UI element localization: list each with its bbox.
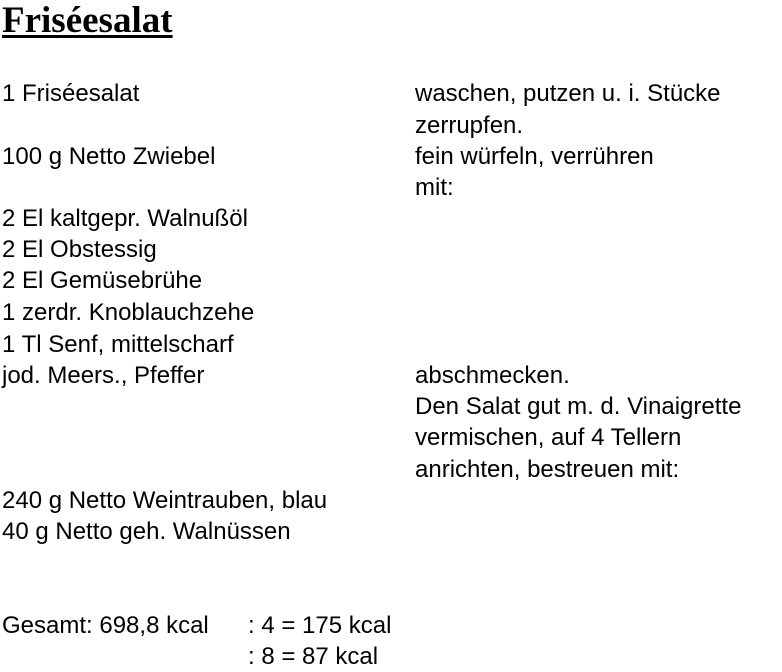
instruction-line: Den Salat gut m. d. Vinaigrette xyxy=(415,393,742,420)
ingredient-line: 2 El Obstessig xyxy=(2,236,157,263)
calories-per-4: : 4 = 175 kcal xyxy=(248,612,392,639)
ingredient-line: 240 g Netto Weintrauben, blau xyxy=(2,487,328,514)
instruction-line: fein würfeln, verrühren xyxy=(415,143,654,170)
instruction-line: zerrupfen. xyxy=(415,112,524,139)
instruction-line: anrichten, bestreuen mit: xyxy=(415,456,680,483)
ingredient-line: 1 Tl Senf, mittelscharf xyxy=(2,331,234,358)
instruction-line: waschen, putzen u. i. Stücke xyxy=(415,80,721,107)
instruction-line: abschmecken. xyxy=(415,362,570,389)
ingredient-line: 40 g Netto geh. Walnüssen xyxy=(2,518,291,545)
recipe-title: Friséesalat xyxy=(2,0,173,41)
instruction-line: vermischen, auf 4 Tellern xyxy=(415,424,682,451)
ingredient-line: 1 Friséesalat xyxy=(2,80,140,107)
ingredient-line: 1 zerdr. Knoblauchzehe xyxy=(2,299,255,326)
ingredient-line: 100 g Netto Zwiebel xyxy=(2,143,216,170)
ingredient-line: 2 El Gemüsebrühe xyxy=(2,267,203,294)
ingredient-line: jod. Meers., Pfeffer xyxy=(2,362,205,389)
instruction-line: mit: xyxy=(415,174,454,201)
calories-per-8: : 8 = 87 kcal xyxy=(248,643,379,670)
total-calories: Gesamt: 698,8 kcal xyxy=(2,612,209,639)
ingredient-line: 2 El kaltgepr. Walnußöl xyxy=(2,205,248,232)
